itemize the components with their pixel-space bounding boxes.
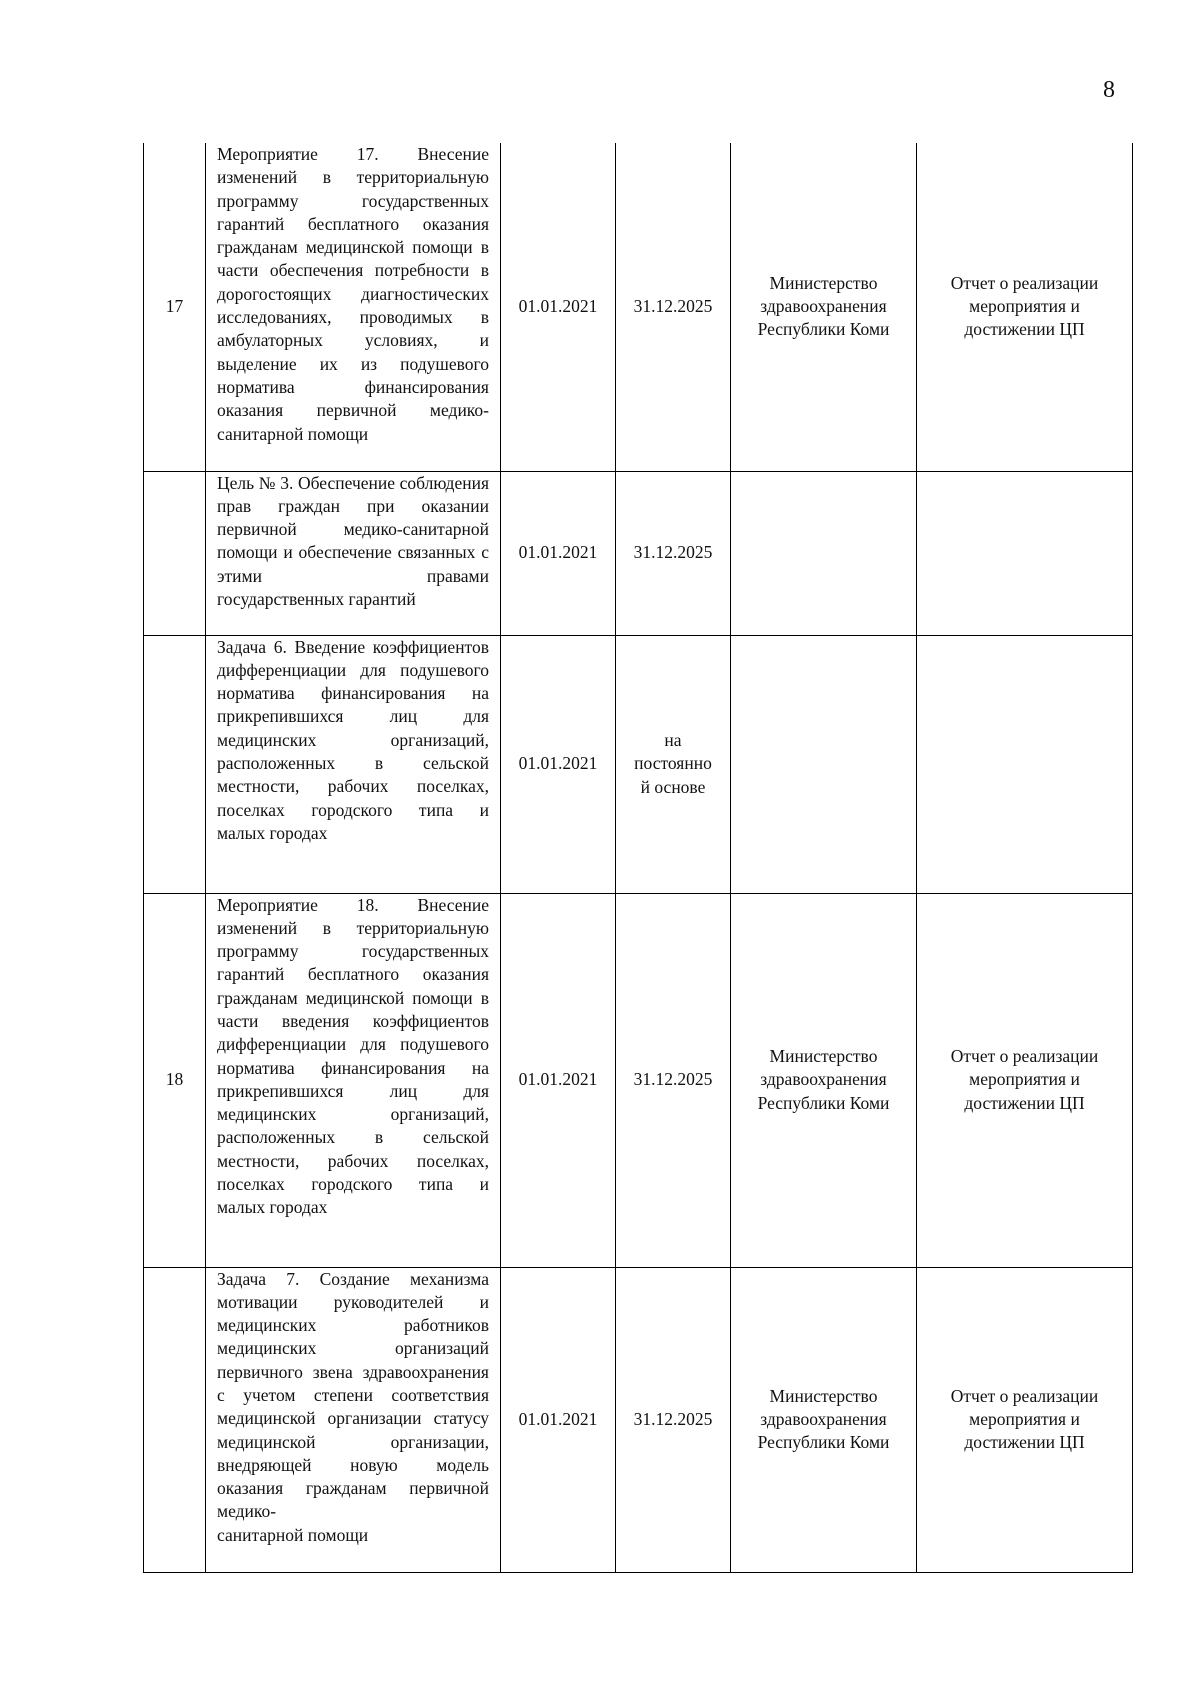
result-line: Отчет о реализации xyxy=(950,272,1099,293)
description-cell xyxy=(206,471,501,635)
description-last-line: государственных гарантий xyxy=(217,588,416,609)
end-date-cell: 31.12.2025 xyxy=(616,471,731,635)
activities-table xyxy=(143,143,1133,1573)
result-line: мероприятия и xyxy=(969,1069,1080,1090)
row-number-cell xyxy=(144,471,206,635)
executor-line: Республики Коми xyxy=(757,1432,890,1453)
executor-cell xyxy=(731,635,917,893)
description-cell xyxy=(206,893,501,1267)
executor-line: здравоохранения xyxy=(760,1069,887,1090)
executor-line: Республики Коми xyxy=(757,1092,890,1113)
end-date-cell: 31.12.2025 xyxy=(616,143,731,471)
table-row xyxy=(144,1267,1133,1572)
end-line: й основе xyxy=(640,776,706,797)
end-date-cell: 31.12.2025 xyxy=(616,893,731,1267)
description-last-line: санитарной помощи xyxy=(217,423,369,444)
executor-cell xyxy=(731,143,917,471)
description-last-line: малых городах xyxy=(217,1197,328,1218)
description-text: Мероприятие 18. Внесение изменений в территориальную программу государственных гарантий бесплатного оказания гражданам медицинской помощи в части введения коэффициентов дифференциации для подушевого норматива финансирования на прикрепившихся лиц для медицинских организаций, расположенных в сельской местности, рабочих поселках, поселках городского типа и xyxy=(217,894,489,1195)
result-line: мероприятия и xyxy=(969,1408,1080,1429)
result-line: мероприятия и xyxy=(969,296,1080,317)
row-number-cell: 17 xyxy=(144,143,206,471)
executor-line: Республики Коми xyxy=(757,319,890,340)
executor-cell xyxy=(731,471,917,635)
start-date-cell: 01.01.2021 xyxy=(501,143,616,471)
table-row xyxy=(144,143,1133,471)
row-number-cell xyxy=(144,1267,206,1572)
result-cell xyxy=(917,143,1133,471)
table-row xyxy=(144,471,1133,635)
result-line: достижении ЦП xyxy=(964,1092,1085,1113)
executor-line: здравоохранения xyxy=(760,296,887,317)
row-number-cell xyxy=(144,635,206,893)
description-last-line: санитарной помощи xyxy=(217,1524,369,1545)
result-line: достижении ЦП xyxy=(964,319,1085,340)
description-text: Задача 7. Создание механизма мотивации руководителей и медицинских работников медицинских организаций первичного звена здравоохранения с учетом степени соответствия медицинской организации статусу медицинской организации, внедряющей новую модель оказания гражданам первичной медико- xyxy=(217,1268,489,1522)
description-cell xyxy=(206,1267,501,1572)
description-cell xyxy=(206,635,501,893)
result-cell xyxy=(917,635,1133,893)
end-date-cell xyxy=(616,635,731,893)
executor-line: здравоохранения xyxy=(760,1408,887,1429)
executor-cell xyxy=(731,1267,917,1572)
result-line: достижении ЦП xyxy=(964,1432,1085,1453)
row-number-cell: 18 xyxy=(144,893,206,1267)
end-line: постоянно xyxy=(634,753,712,774)
start-date-cell: 01.01.2021 xyxy=(501,635,616,893)
executor-cell xyxy=(731,893,917,1267)
start-date-cell: 01.01.2021 xyxy=(501,893,616,1267)
result-line: Отчет о реализации xyxy=(950,1046,1099,1067)
table-row xyxy=(144,635,1133,893)
result-cell xyxy=(917,471,1133,635)
description-last-line: малых городах xyxy=(217,822,328,843)
description-text: Цель № 3. Обеспечение соблюдения прав граждан при оказании первичной медико-санитарной помощи и обеспечение связанных с этими правами xyxy=(217,472,489,586)
executor-line: Министерство xyxy=(769,272,878,293)
page-number: 8 xyxy=(1103,77,1115,103)
start-date-cell: 01.01.2021 xyxy=(501,1267,616,1572)
description-cell xyxy=(206,143,501,471)
result-cell xyxy=(917,1267,1133,1572)
result-line: Отчет о реализации xyxy=(950,1385,1099,1406)
executor-line: Министерство xyxy=(769,1385,878,1406)
end-date-cell: 31.12.2025 xyxy=(616,1267,731,1572)
description-text: Мероприятие 17. Внесение изменений в территориальную программу государственных гарантий бесплатного оказания гражданам медицинской помощи в части обеспечения потребности в дорогостоящих диагностических исследованиях, проводимых в амбулаторных условиях, и выделение их из подушевого норматива финансирования оказания первичной медико- xyxy=(217,144,489,421)
executor-line: Министерство xyxy=(769,1046,878,1067)
table-row xyxy=(144,893,1133,1267)
start-date-cell: 01.01.2021 xyxy=(501,471,616,635)
description-text: Задача 6. Введение коэффициентов дифференциации для подушевого норматива финансирования на прикрепившихся лиц для медицинских организаций, расположенных в сельской местности, рабочих поселках, поселках городского типа и xyxy=(217,636,489,820)
result-cell xyxy=(917,893,1133,1267)
end-line: на xyxy=(664,730,682,751)
